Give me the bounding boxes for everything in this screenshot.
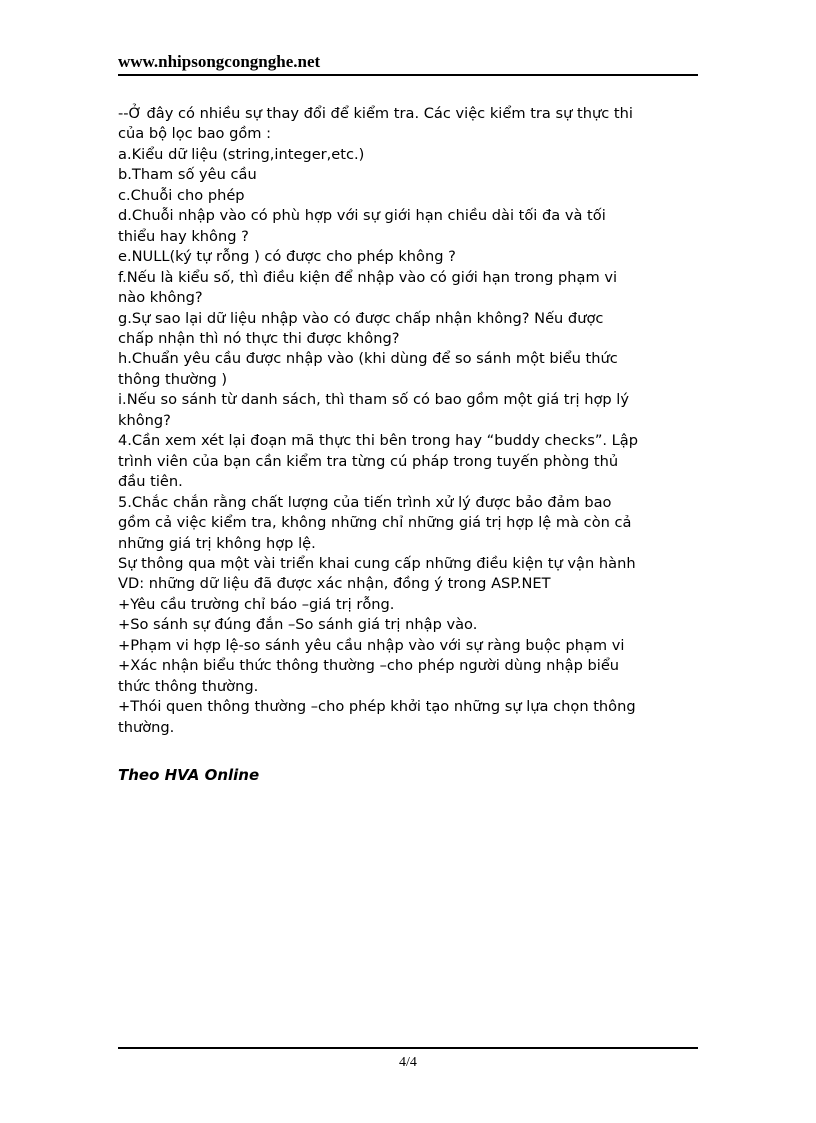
footer-divider (118, 1047, 698, 1049)
text-line: i.Nếu so sánh từ danh sách, thì tham số có bao gồm một giá trị hợp lý (118, 391, 629, 409)
text-line: h.Chuẩn yêu cầu được nhập vào (khi dùng để so sánh một biểu thức (118, 350, 618, 368)
text-line: thông thường ) (118, 370, 228, 388)
text-line: VD: những dữ liệu đã được xác nhận, đồng ý trong ASP.NET (118, 575, 551, 593)
text-line: thức thông thường. (118, 677, 259, 695)
text-line: g.Sự sao lại dữ liệu nhập vào có được chấp nhận không? Nếu được (118, 309, 604, 327)
text-line: --Ở đây có nhiều sự thay đổi để kiểm tra. Các việc kiểm tra sự thực thi (118, 105, 633, 122)
text-line: những giá trị không hợp lệ. (118, 534, 316, 552)
text-line: a.Kiểu dữ liệu (string,integer,etc.) (118, 145, 365, 163)
page-number: 4/4 (399, 1055, 417, 1070)
text-line: thường. (118, 718, 175, 736)
text-line: 4.Cần xem xét lại đoạn mã thực thi bên trong hay “buddy checks”. Lập (118, 432, 639, 450)
site-url: www.nhipsongcongnghe.net (118, 52, 321, 71)
text-line: thiểu hay không ? (118, 227, 249, 245)
text-line: +Thói quen thông thường –cho phép khởi tạo những sự lựa chọn thông (118, 698, 636, 716)
text-line: không? (118, 411, 171, 429)
text-line: +Phạm vi hợp lệ-so sánh yêu cầu nhập vào với sự ràng buộc phạm vi (118, 636, 625, 654)
text-line: c.Chuỗi cho phép (118, 186, 245, 204)
text-line: +Yêu cầu trường chỉ báo –giá trị rỗng. (118, 595, 395, 613)
text-line: d.Chuỗi nhập vào có phù hợp với sự giới hạn chiều dài tối đa và tối (118, 207, 606, 225)
body-text (118, 104, 708, 738)
text-line: 5.Chắc chắn rằng chất lượng của tiến trình xử lý được bảo đảm bao (118, 493, 612, 511)
text-line: trình viên của bạn cần kiểm tra từng cú pháp trong tuyến phòng thủ (118, 452, 619, 470)
source-credit: Theo HVA Online (118, 766, 260, 784)
text-line: +So sánh sự đúng đắn –So sánh giá trị nhập vào. (118, 616, 478, 634)
text-line: nào không? (118, 289, 203, 307)
text-line: b.Tham số yêu cầu (118, 166, 257, 184)
header-divider (118, 74, 698, 76)
text-line: Sự thông qua một vài triển khai cung cấp những điều kiện tự vận hành (118, 554, 636, 572)
text-line: f.Nếu là kiểu số, thì điều kiện để nhập vào có giới hạn trong phạm vi (118, 268, 618, 286)
text-line: chấp nhận thì nó thực thi được không? (118, 329, 400, 347)
text-line: gồm cả việc kiểm tra, không những chỉ những giá trị hợp lệ mà còn cả (118, 514, 632, 532)
text-line: +Xác nhận biểu thức thông thường –cho phép người dùng nhập biểu (118, 657, 620, 675)
page-header (118, 51, 698, 73)
text-line: e.NULL(ký tự rỗng ) có được cho phép không ? (118, 248, 456, 266)
text-line: đầu tiên. (118, 473, 183, 491)
text-line: của bộ lọc bao gồm : (118, 125, 272, 143)
